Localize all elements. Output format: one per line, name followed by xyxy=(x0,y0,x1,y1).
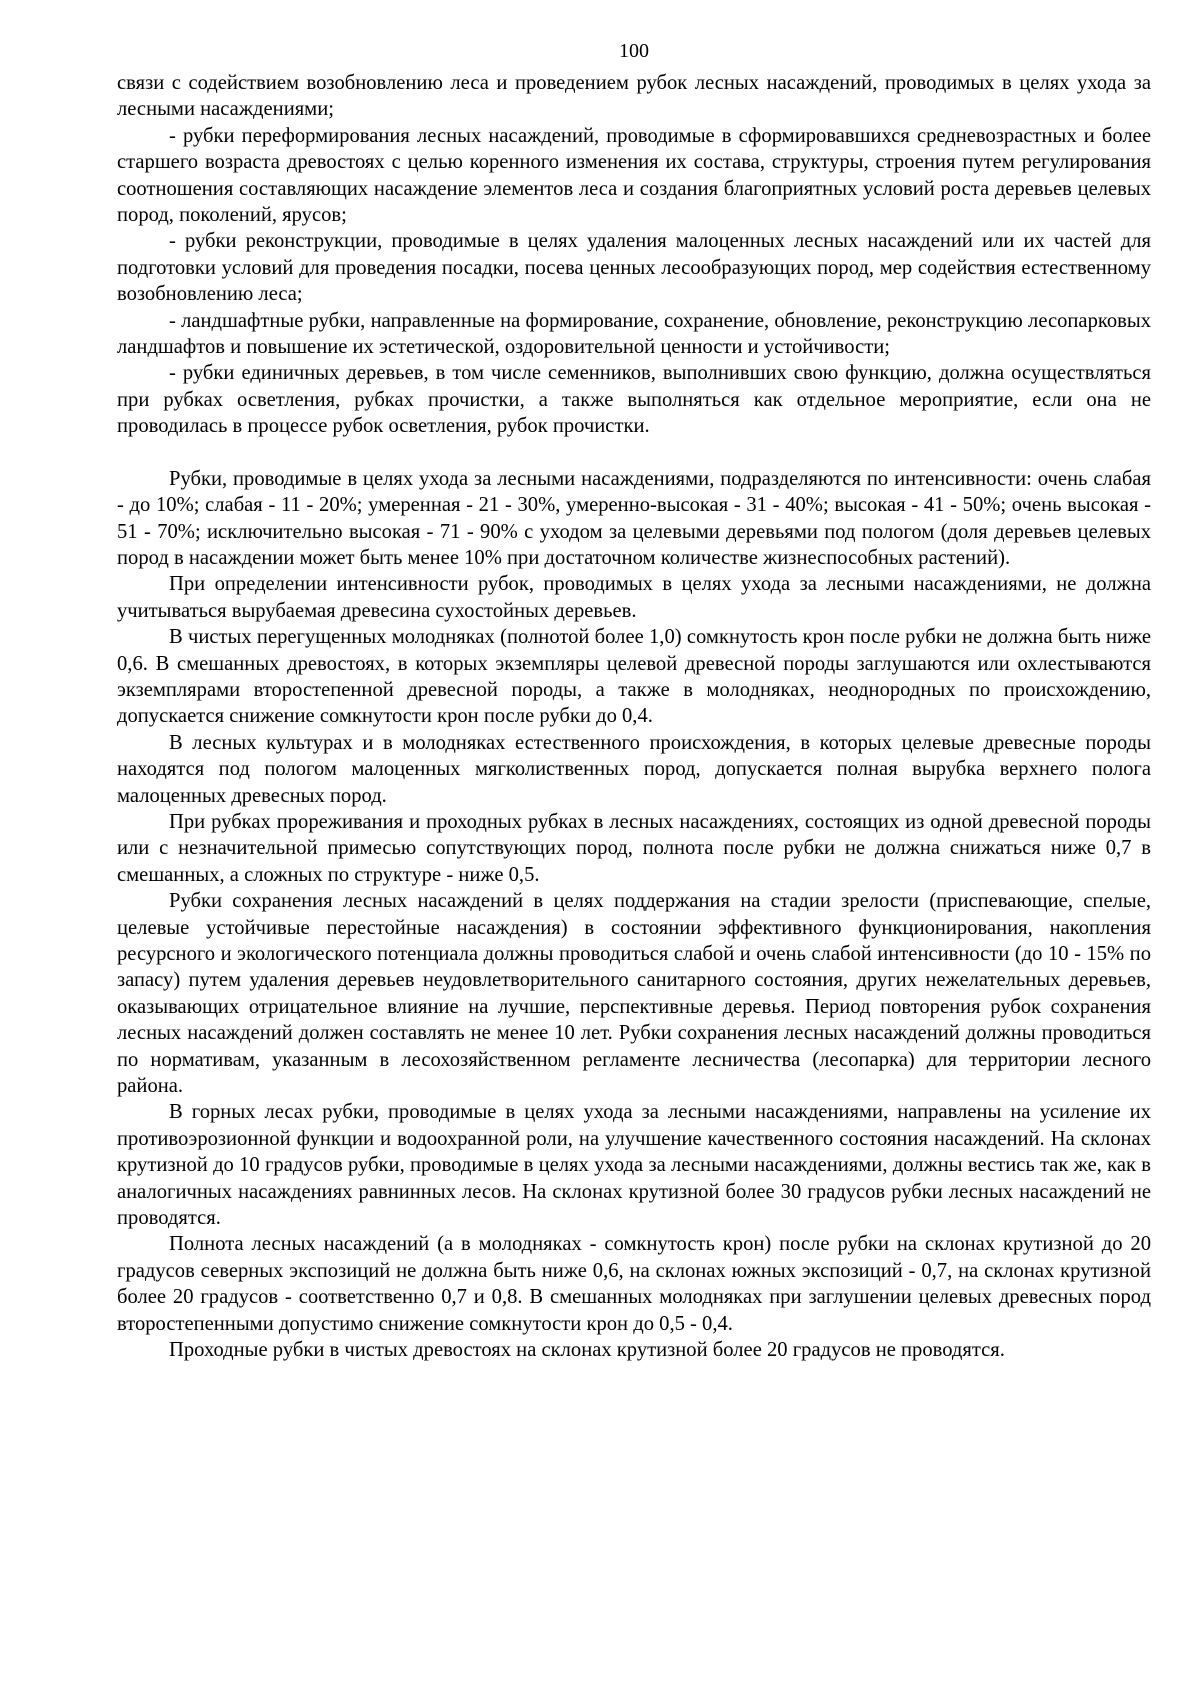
paragraph-preservation-cuttings: Рубки сохранения лесных насаждений в целях поддержания на стадии зрелости (приспевающие, спелые, целевые устойчивые перестойные насаждения) в состоянии эффективного функционирования, накопления ресурсного и экологического потенциала должны проводиться слабой и очень слабой интенсивности (до 10 - 15% по запасу) путем удаления деревьев неудовлетворительного санитарного состояния, других нежелательных деревьев, оказывающих отрицательное влияние на лучшие, перспективные деревья. Период повторения рубок сохранения лесных насаждений должен составлять не менее 10 лет. Рубки сохранения лесных насаждений должны проводиться по нормативам, указанным в лесохозяйственном регламенте лесничества (лесопарка) для территории лесного района. xyxy=(117,890,1151,1098)
paragraph-intensity: Рубки, проводимые в целях ухода за лесными насаждениями, подразделяются по интенсивности: очень слабая - до 10%; слабая - 11 - 20%; умеренная - 21 - 30%, умеренно-высокая - 31 - 40%; высокая - 41 - 50%; очень высокая - 51 - 70%; исключительно высокая - 71 - 90% с уходом за целевыми деревьями под пологом (доля деревьев целевых пород в насаждении может быть менее 10% при достаточном количестве жизнеспособных растений). xyxy=(117,467,1151,569)
list-item-single-tree-cuttings: - рубки единичных деревьев, в том числе семенников, выполнивших свою функцию, должна осуществляться при рубках осветления, рубках прочистки, а также выполняться как отдельное мероприятие, если она не проводилась в процессе рубок осветления, рубок прочистки. xyxy=(117,362,1151,438)
paragraph-dense-young-stands: В чистых перегущенных молодняках (полнотой более 1,0) сомкнутость крон после рубки не должна быть ниже 0,6. В смешанных древостоях, в которых экземпляры целевой древесной породы заглушаются или охлестываются экземплярами второстепенной древесной породы, а также в молодняках, неоднородных по происхождению, допускается снижение сомкнутости крон после рубки до 0,4. xyxy=(117,626,1151,728)
paragraph-mountain-forests: В горных лесах рубки, проводимые в целях ухода за лесными насаждениями, направлены на усиление их противоэрозионной функции и водоохранной роли, на улучшение качественного состояния насаждений. На склонах крутизной до 10 градусов рубки, проводимые в целях ухода за лесными насаждениями, должны вестись так же, как в аналогичных насаждениях равнинных лесов. На склонах крутизной более 30 градусов рубки лесных насаждений не проводятся. xyxy=(117,1101,1151,1230)
paragraph-thinning: При рубках прореживания и проходных рубках в лесных насаждениях, состоящих из одной древесной породы или с незначительной примесью сопутствующих пород, полнота после рубки не должна снижаться ниже 0,7 в смешанных, а сложных по структуре - ниже 0,5. xyxy=(117,810,1151,886)
list-item-landscape-cuttings: - ландшафтные рубки, направленные на формирование, сохранение, обновление, реконструкцию лесопарковых ландшафтов и повышение их эстетической, оздоровительной ценности и устойчивости; xyxy=(117,309,1151,359)
list-item-reconstruction-cuttings: - рубки реконструкции, проводимые в целях удаления малоценных лесных насаждений или их частей для подготовки условий для проведения посадки, посева ценных лесообразующих пород, мер содействия естественному возобновлению леса; xyxy=(117,230,1151,306)
page-number: 100 xyxy=(619,40,649,62)
paragraph-intensity-determination: При определении интенсивности рубок, проводимых в целях ухода за лесными насаждениями, не должна учитываться вырубаемая древесина сухостойных деревьев. xyxy=(117,573,1151,622)
paragraph-continuation: связи с содействием возобновлению леса и проведением рубок лесных насаждений, проводимых в целях ухода за лесными насаждениями; xyxy=(117,72,1151,121)
paragraph-stand-density-slopes: Полнота лесных насаждений (а в молодняках - сомкнутость крон) после рубки на склонах крутизной до 20 градусов северных экспозиций не должна быть ниже 0,6, на склонах южных экспозиций - 0,7, на склонах крутизной более 20 градусов - соответственно 0,7 и 0,8. В смешанных молодняках при заглушении целевых древесных пород второстепенными допустимо снижение сомкнутости крон до 0,5 - 0,4. xyxy=(117,1233,1151,1335)
paragraph-gap xyxy=(117,440,1151,466)
paragraph-forest-cultures: В лесных культурах и в молодняках естественного происхождения, в которых целевые древесные породы находятся под пологом малоценных мягколиственных пород, допускается полная вырубка верхнего полога малоценных древесных пород. xyxy=(117,731,1151,807)
list-item-reformation-cuttings: - рубки переформирования лесных насаждений, проводимые в сформировавшихся средневозрастных и более старшего возраста древостоях с целью коренного изменения их состава, структуры, строения путем регулирования соотношения составляющих насаждение элементов леса и создания благоприятных условий роста деревьев целевых пород, поколений, ярусов; xyxy=(117,124,1151,227)
document-page xyxy=(117,38,1151,1364)
paragraph-passage-cuttings: Проходные рубки в чистых древостоях на склонах крутизной более 20 градусов не проводятся. xyxy=(169,1339,1005,1362)
